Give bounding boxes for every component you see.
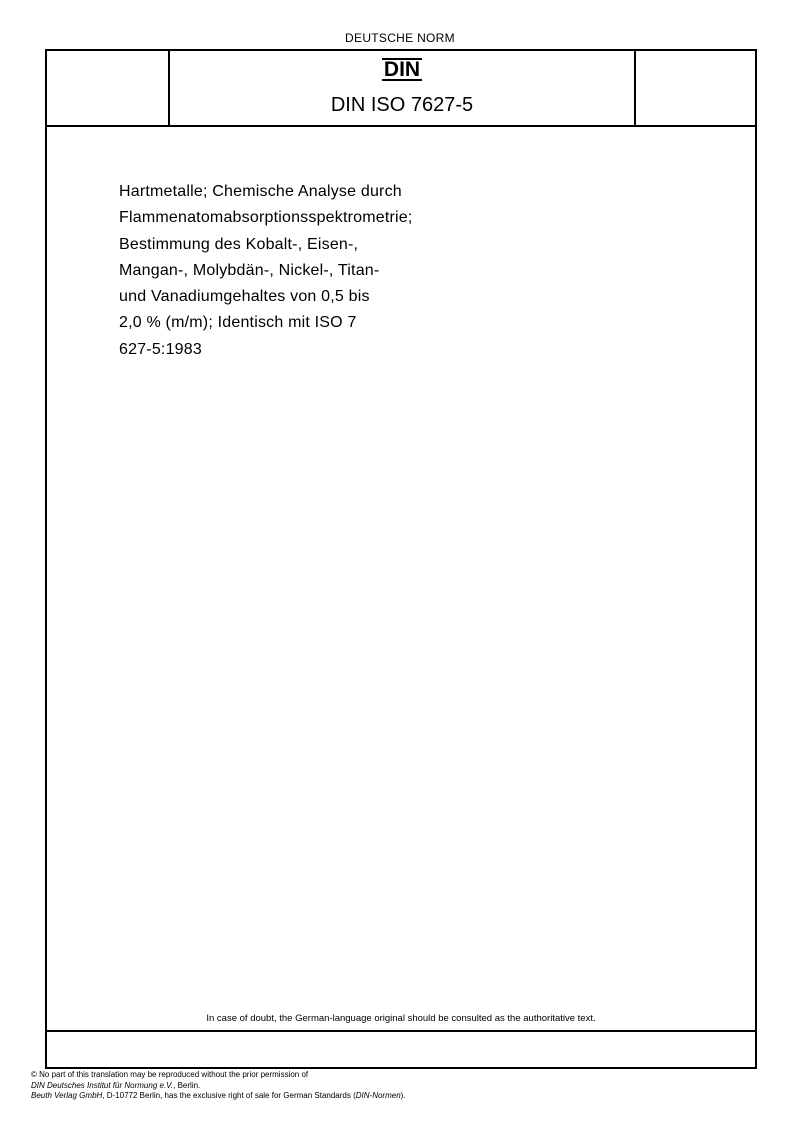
title-line: 2,0 % (m/m); Identisch mit ISO 7	[119, 314, 357, 332]
din-logo	[170, 58, 634, 81]
copyright-line-1: © No part of this translation may be reproduced without the prior permission of	[31, 1070, 309, 1079]
copyright-line-3: Beuth Verlag GmbH, D-10772 Berlin, has the exclusive right of sale for German Standards (DIN-Normen).	[31, 1091, 406, 1100]
title-line: und Vanadiumgehaltes von 0,5 bis	[119, 288, 370, 306]
document-number: DIN ISO 7627-5	[330, 94, 474, 116]
header-left-cell	[47, 51, 170, 125]
din-institute-name: DIN Deutsches Institut für Normung e.V.	[31, 1080, 174, 1090]
beuth-verlag-name: Beuth Verlag GmbH	[31, 1091, 103, 1100]
header-center-cell	[170, 51, 636, 125]
footer-bar	[47, 1030, 755, 1069]
title-line: Hartmetalle; Chemische Analyse durch	[119, 183, 402, 200]
copyright-notice	[31, 1070, 406, 1102]
document-type-label: DEUTSCHE NORM	[345, 31, 455, 45]
authoritative-text-notice: In case of doubt, the German-language original should be consulted as the authoritative text.	[206, 1013, 596, 1024]
page-frame	[45, 49, 757, 1069]
copyright-line-2: DIN Deutsches Institut für Normung e.V., Berlin.	[31, 1080, 201, 1090]
header-row	[47, 51, 755, 127]
title-line: Mangan-, Molybdän-, Nickel-, Titan-	[119, 261, 380, 279]
title-line: Flammenatomabsorptionsspektrometrie;	[119, 209, 413, 227]
din-logo-text: DIN	[383, 58, 421, 81]
title-line: Bestimmung des Kobalt-, Eisen-,	[119, 235, 359, 253]
document-title	[119, 179, 449, 363]
header-right-cell	[636, 51, 755, 125]
title-line: 627-5:1983	[119, 340, 202, 358]
